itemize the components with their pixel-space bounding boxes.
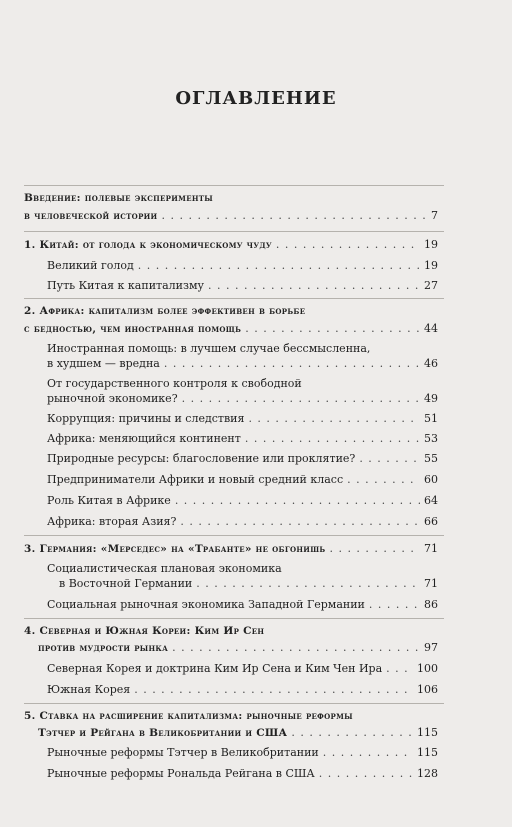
page-number: 55: [424, 452, 438, 465]
toc-entry-title: Тэтчер и Рейгана в Великобритании и США: [38, 727, 288, 739]
page-number: 66: [424, 515, 438, 528]
page-number: 49: [424, 392, 438, 405]
toc-entry-title: Коррупция: причины и следствия: [47, 412, 245, 425]
toc-entry-title: Южная Корея: [47, 683, 131, 696]
divider: [24, 231, 444, 232]
toc-entry-title: 5. Ставка на расширение капитализма: рыночные реформы: [24, 710, 353, 722]
toc-entry-ch1[interactable]: [24, 238, 438, 252]
toc-subentry[interactable]: [47, 515, 438, 528]
toc-subentry[interactable]: [47, 452, 438, 465]
toc-entry-ch5-line1[interactable]: [24, 710, 438, 723]
toc-entry-title: в человеческой истории: [24, 210, 158, 222]
toc-entry-ch4-line2[interactable]: [24, 641, 438, 655]
leader-dots: [172, 641, 420, 654]
toc-subentry-line2[interactable]: [47, 577, 438, 590]
toc-entry-title: Северная Корея и доктрина Ким Ир Сена и Ким Чен Ира: [47, 662, 383, 675]
toc-subentry[interactable]: [47, 746, 438, 759]
divider: [24, 185, 444, 186]
toc-entry-title: Рыночные реформы Тэтчер в Великобритании: [47, 746, 319, 759]
toc-subentry-line1[interactable]: [47, 342, 438, 355]
toc-entry-ch3[interactable]: [24, 542, 438, 556]
toc-entry-ch5-line2[interactable]: [24, 726, 438, 740]
leader-dots: [161, 209, 427, 222]
toc-subentry[interactable]: [47, 683, 438, 696]
toc-entry-title: Великий голод: [47, 259, 134, 272]
toc-subentry[interactable]: [47, 494, 438, 507]
toc-subentry[interactable]: [47, 279, 438, 292]
toc-entry-title: Введение: полевые эксперименты: [24, 192, 213, 204]
leader-dots: [319, 767, 413, 780]
leader-dots: [323, 746, 413, 759]
leader-dots: [134, 683, 413, 696]
leader-dots: [164, 357, 420, 370]
page-number: 115: [417, 746, 438, 759]
toc-subentry[interactable]: [47, 767, 438, 780]
toc-entry-title: с бедностью, чем иностранная помощь: [24, 323, 242, 335]
page-number: 100: [417, 662, 438, 675]
page-number: 106: [417, 683, 438, 696]
toc-entry-title: Предприниматели Африки и новый средний класс: [47, 473, 344, 486]
toc-entry-title: Социальная рыночная экономика Западной Германии: [47, 598, 365, 611]
toc-entry-ch2-line1[interactable]: [24, 305, 438, 318]
toc-entry-intro-line1[interactable]: [24, 192, 438, 205]
toc-entry-title: 2. Африка: капитализм более эффективен в борьбе: [24, 305, 306, 317]
page-number: 71: [424, 577, 438, 590]
page-number: 97: [424, 641, 438, 654]
toc-subentry[interactable]: [47, 432, 438, 445]
divider: [24, 618, 444, 619]
leader-dots: [196, 577, 420, 590]
leader-dots: [175, 494, 420, 507]
toc-entry-ch2-line2[interactable]: [24, 322, 438, 336]
page-number: 19: [424, 238, 438, 251]
toc-entry-title: 1. Китай: от голода к экономическому чуду: [24, 239, 272, 251]
toc-entry-title: Иностранная помощь: в лучшем случае бессмысленна,: [47, 342, 371, 355]
divider: [24, 535, 444, 536]
toc-entry-title: рыночной экономике?: [47, 392, 178, 405]
leader-dots: [248, 412, 420, 425]
toc-subentry[interactable]: [47, 662, 438, 675]
page-number: 71: [424, 542, 438, 555]
page-number: 7: [431, 209, 438, 222]
toc-subentry[interactable]: [47, 598, 438, 611]
toc-subentry-line2[interactable]: [47, 357, 438, 370]
page-number: 128: [417, 767, 438, 780]
toc-subentry[interactable]: [47, 412, 438, 425]
page-number: 51: [424, 412, 438, 425]
toc-entry-title: 4. Северная и Южная Кореи: Ким Ир Сен: [24, 625, 265, 637]
leader-dots: [329, 542, 420, 555]
toc-subentry[interactable]: [47, 259, 438, 272]
page-number: 27: [424, 279, 438, 292]
page-number: 53: [424, 432, 438, 445]
toc-entry-title: Социалистическая плановая экономика: [47, 562, 282, 575]
page-number: 19: [424, 259, 438, 272]
toc-subentry-line1[interactable]: [47, 377, 438, 390]
toc-subentry[interactable]: [47, 473, 438, 486]
toc-entry-title: От государственного контроля к свободной: [47, 377, 302, 390]
leader-dots: [245, 322, 420, 335]
toc-entry-title: Роль Китая в Африке: [47, 494, 171, 507]
toc-entry-title: против мудрости рынка: [38, 642, 169, 654]
toc-entry-ch4-line1[interactable]: [24, 625, 438, 638]
page-number: 86: [424, 598, 438, 611]
leader-dots: [180, 515, 420, 528]
page-title: ОГЛАВЛЕНИЕ: [175, 88, 337, 109]
toc-subentry-line1[interactable]: [47, 562, 438, 575]
toc-entry-title: Африка: меняющийся континент: [47, 432, 241, 445]
leader-dots: [208, 279, 420, 292]
page-number: 115: [417, 726, 438, 739]
page-number: 46: [424, 357, 438, 370]
leader-dots: [138, 259, 420, 272]
page-number: 60: [424, 473, 438, 486]
toc-entry-title: 3. Германия: «Мерседес» на «Трабанте» не обгонишь: [24, 543, 326, 555]
leader-dots: [182, 392, 420, 405]
page-number: 64: [424, 494, 438, 507]
leader-dots: [291, 726, 413, 739]
toc-entry-title: Путь Китая к капитализму: [47, 279, 205, 292]
leader-dots: [369, 598, 420, 611]
toc-entry-title: Африка: вторая Азия?: [47, 515, 177, 528]
divider: [24, 703, 444, 704]
page-number: 44: [424, 322, 438, 335]
toc-entry-title: в худшем — вредна: [47, 357, 160, 370]
toc-entry-title: Рыночные реформы Рональда Рейгана в США: [47, 767, 315, 780]
toc-entry-title: в Восточной Германии: [59, 577, 193, 590]
leader-dots: [276, 238, 420, 251]
leader-dots: [245, 432, 420, 445]
leader-dots: [359, 452, 420, 465]
toc-entry-title: Природные ресурсы: благословение или проклятие?: [47, 452, 356, 465]
leader-dots: [347, 473, 420, 486]
toc-subentry-line2[interactable]: [47, 392, 438, 405]
divider: [24, 298, 444, 299]
leader-dots: [386, 662, 413, 675]
toc-entry-intro-line2[interactable]: [24, 209, 438, 223]
